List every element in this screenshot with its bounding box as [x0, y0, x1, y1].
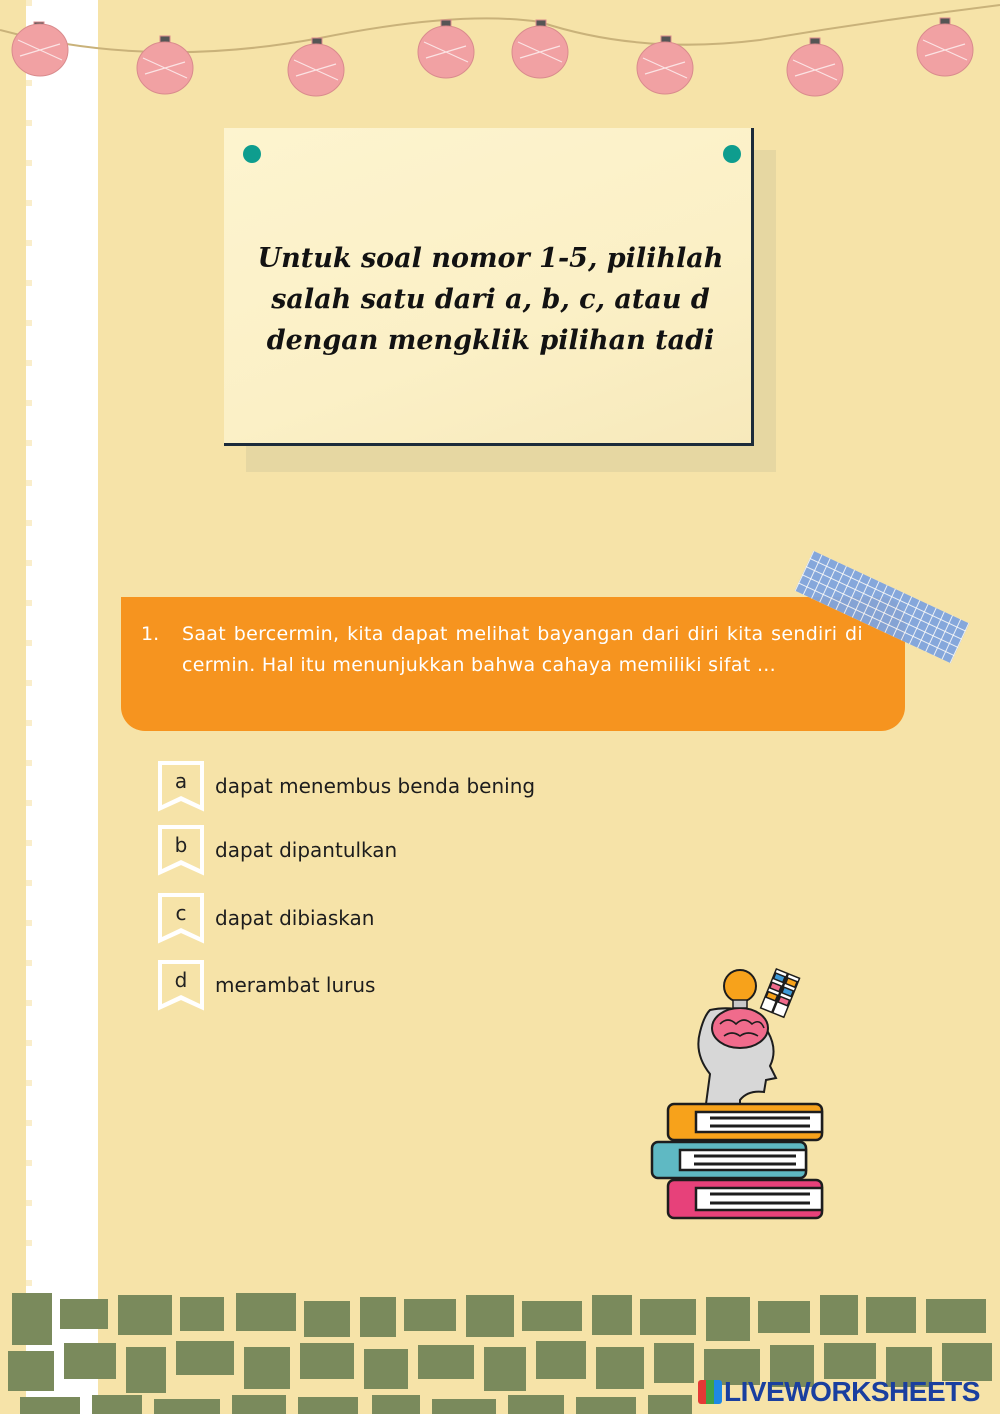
- option-flag-icon[interactable]: [158, 893, 204, 943]
- option-letter: c: [175, 901, 187, 925]
- paper-lantern-icon: [917, 18, 973, 76]
- lantern-string-icon: [0, 0, 1000, 110]
- option-a[interactable]: [158, 761, 618, 813]
- paper-lantern-icon: [418, 20, 474, 78]
- option-flag-icon[interactable]: [158, 825, 204, 875]
- pin-icon: [723, 145, 741, 163]
- option-text[interactable]: dapat dipantulkan: [215, 838, 398, 862]
- option-letter: b: [174, 833, 188, 857]
- option-flag-icon[interactable]: [158, 761, 204, 811]
- option-flag-icon[interactable]: [158, 960, 204, 1010]
- liveworksheets-brand[interactable]: [698, 1376, 980, 1408]
- brain-on-books-icon: [640, 962, 830, 1224]
- option-text[interactable]: merambat lurus: [215, 973, 376, 997]
- paper-lantern-icon: [137, 36, 193, 94]
- question-text: Saat bercermin, kita dapat melihat bayangan dari diri kita sendiri di cermin. Hal itu menunjukkan bahwa cahaya memiliki sifat ...: [182, 623, 863, 676]
- question-number: 1.: [141, 623, 160, 645]
- liveworksheets-logo: [698, 1380, 722, 1404]
- option-d[interactable]: [158, 960, 618, 1012]
- decorative-white-stripe: [26, 0, 98, 1414]
- question-box: [121, 597, 905, 731]
- option-text[interactable]: dapat menembus benda bening: [215, 774, 536, 798]
- paper-lantern-icon: [787, 38, 843, 96]
- instruction-card: [224, 128, 754, 446]
- option-letter: d: [174, 968, 188, 992]
- instruction-text: Untuk soal nomor 1-5, pilihlah salah satu dari a, b, c, atau d dengan mengklik pilihan tadi: [257, 243, 724, 356]
- option-text[interactable]: dapat dibiaskan: [215, 906, 375, 930]
- paper-lantern-icon: [12, 22, 68, 76]
- option-c[interactable]: [158, 893, 618, 945]
- option-letter: a: [174, 769, 188, 793]
- brand-name: LIVEWORKSHEETS: [724, 1376, 980, 1407]
- pin-icon: [243, 145, 261, 163]
- paper-lantern-icon: [288, 38, 344, 96]
- option-b[interactable]: [158, 825, 618, 877]
